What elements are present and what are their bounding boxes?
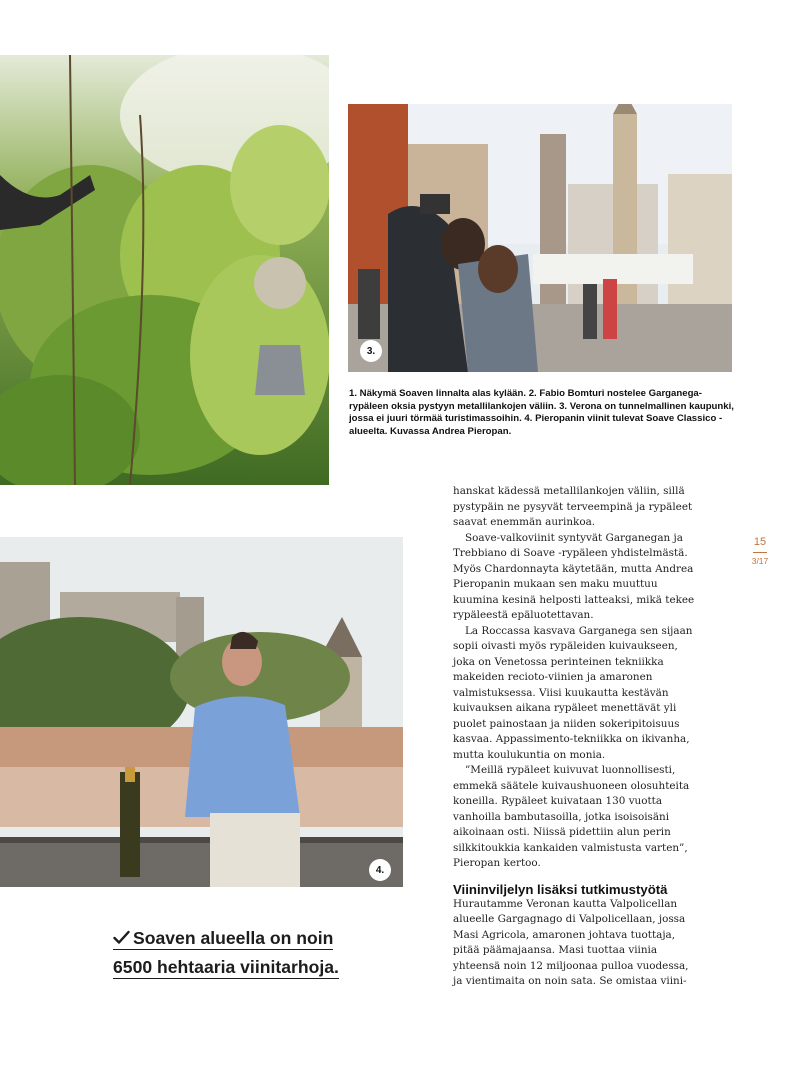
body-paragraph: hanskat kädessä metallilankojen väliin, sillä pystypäin ne pysyvät terveempinä ja rypäleet saavat enemmän aurinkoa. bbox=[453, 485, 693, 528]
pull-quote-line bbox=[113, 956, 339, 979]
pull-quote-text: 6500 hehtaaria viinitarhoja. bbox=[113, 957, 339, 977]
verona-photo bbox=[348, 104, 732, 372]
pull-quote-line bbox=[113, 927, 333, 950]
section-subheading: Viininviljelyn lisäksi tutkimustyötä bbox=[453, 881, 668, 897]
body-paragraph: Hurautamme Veronan kautta Valpolicellan alueelle Gargagnago di Valpolicellaan, jossa Masi Agricola, amaronen johtava tuottaja, pitää päämajaansa. Masi tuottaa viinia yhteensä noin 12 miljoonaa pulloa vuodessa, ja vientimaita on noin sata. Se omistaa viini- bbox=[453, 897, 689, 987]
page-number-divider bbox=[753, 552, 767, 553]
body-paragraph: ”Meillä rypäleet kuivuvat luonnollisesti, emmekä säätele kuivaushuoneen olosuhteita koneilla. Rypäleet kuivataan 130 vuotta vanhoilla bambutasoilla, jotka isoisoisäni aikoinaan osti. Niissä pidettiin alun perin silkkitoukkia kankaiden valmistusta varten”, Pieropan kertoo. bbox=[453, 764, 690, 869]
page-number bbox=[746, 535, 774, 566]
vineyard-photo bbox=[0, 55, 329, 485]
photo-number-badge: 4. bbox=[369, 859, 391, 881]
photo-caption: 1. Näkymä Soaven linnalta alas kylään. 2. Fabio Bomturi nostelee Garganega-rypäleen oksia pystyyn metallilankojen väliin. 3. Verona on tunnelmallinen kaupunki, jossa ei juuri törmää turistimassoihin. 4. Pieropanin viinit tulevat Soave Classico -alueelta. Kuvassa Andrea Pieropan. bbox=[349, 388, 734, 437]
page-number-total: 3/17 bbox=[751, 556, 769, 566]
photo-number-badge: 3. bbox=[360, 340, 382, 362]
pull-quote bbox=[113, 924, 413, 982]
body-paragraph: La Roccassa kasvava Garganega sen sijaan sopii oivasti myös rypäleiden kuivaukseen, joka on Venetossa perinteinen tekniikka makeiden recioto-viinien ja amaronen valmistuksessa. Viisi kuukautta kestävän kuivauksen aikana rypäleet menettävät yli puolet painostaan ja niiden sokeripitoisuus kasvaa. Appassimento-tekniikka on ikivanha, mutta koulukuntia on monia. bbox=[453, 624, 693, 761]
article-body bbox=[453, 484, 698, 990]
check-icon bbox=[113, 930, 130, 945]
page-number-current: 15 bbox=[753, 536, 767, 548]
pull-quote-text: Soaven alueella on noin bbox=[133, 928, 334, 948]
body-paragraph: Soave-valkoviinit syntyvät Garganegan ja Trebbiano di Soave -rypäleen yhdistelmästä. Myös Chardonnayta käytetään, mutta Andrea Pieropanin mukaan sen maku muuttuu kuumina kesinä helposti latteaksi, mikä tekee rypäleestä epäluotettavan. bbox=[453, 531, 695, 621]
winemaker-photo bbox=[0, 537, 403, 887]
